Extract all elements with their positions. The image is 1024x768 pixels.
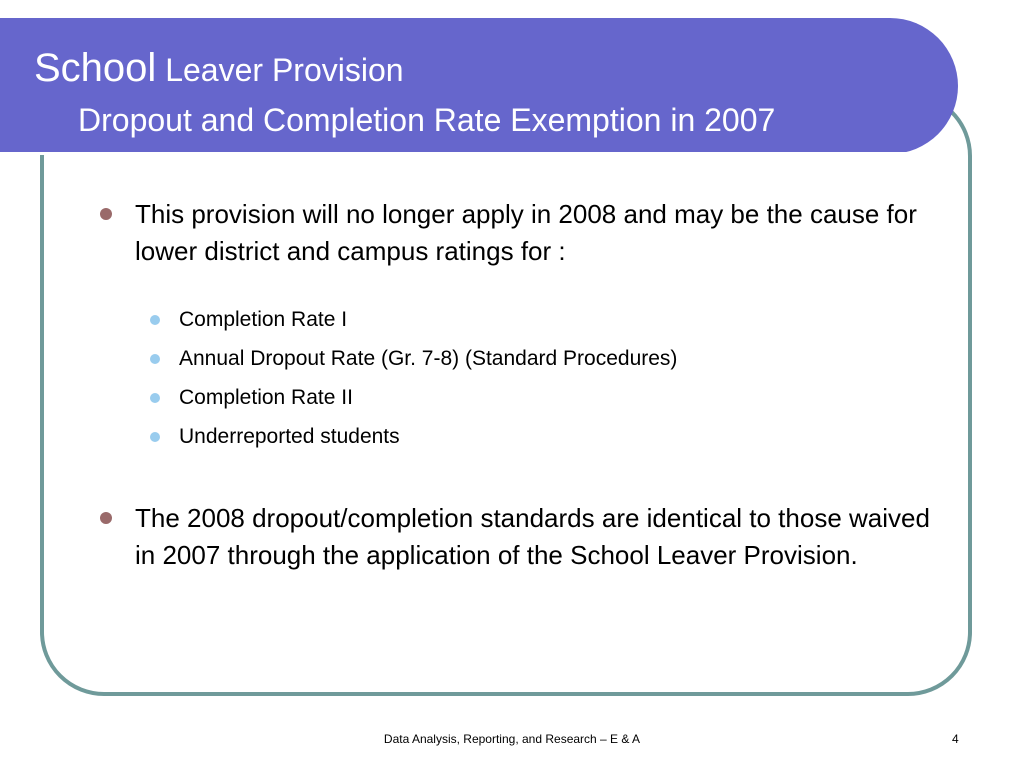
sub-bullet-icon <box>150 393 160 403</box>
sub-bullet-item <box>150 339 910 378</box>
bullet-icon <box>100 512 112 524</box>
sub-bullet-list <box>150 300 910 456</box>
sub-bullet-icon <box>150 354 160 364</box>
title-part-rest: Leaver Provision <box>156 52 404 88</box>
bullet-icon <box>100 208 112 220</box>
sub-bullet-item <box>150 300 910 339</box>
footer-text: Data Analysis, Reporting, and Research – E & A <box>383 732 641 746</box>
bullet-text: This provision will no longer apply in 2008 and may be the cause for lower district and campus ratings for : <box>135 199 917 266</box>
sub-bullet-text: Annual Dropout Rate (Gr. 7-8) (Standard Procedures) <box>179 347 678 370</box>
page-number: 4 <box>952 732 959 746</box>
sub-bullet-text: Underreported students <box>179 425 400 448</box>
sub-bullet-item <box>150 378 910 417</box>
bullet-text: The 2008 dropout/completion standards are identical to those waived in 2007 through the application of the School Leaver Provision. <box>135 503 930 570</box>
title-part-school: School <box>34 46 157 90</box>
sub-bullet-icon <box>150 315 160 325</box>
slide-subtitle: Dropout and Completion Rate Exemption in 2007 <box>78 102 776 138</box>
sub-bullet-text: Completion Rate II <box>179 386 353 409</box>
sub-bullet-icon <box>150 432 160 442</box>
sub-bullet-item <box>150 417 910 456</box>
sub-bullet-text: Completion Rate I <box>179 308 348 331</box>
